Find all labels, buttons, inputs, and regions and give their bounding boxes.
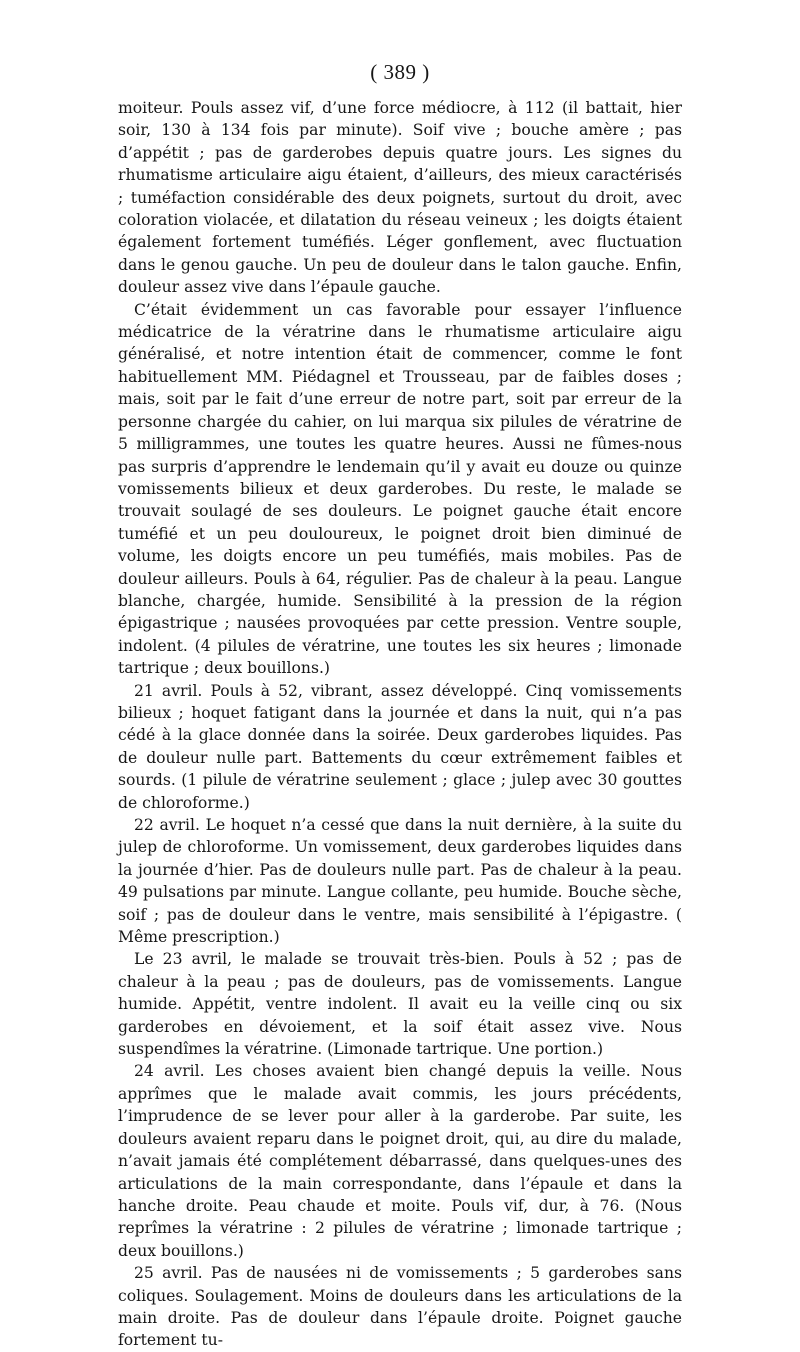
paragraph-24-avril: 24 avril. Les choses avaient bien changé depuis la veille. Nous apprîmes que le malade avait commis, les jours précédents, l’imprudence de se lever pour aller à la garderobe. Par suite, les douleurs avaient reparu dans le poignet droit, qui, au dire du malade, n’avait jamais été complétement débarrassé, dans quelques-unes des articulations de la main correspondante, dans l’épaule et dans la hanche droite. Peau chaude et moite. Pouls vif, dur, à 76. (Nous reprîmes la vératrine : 2 pilules de vératrine ; limonade tartrique ; deux bouillons.) xyxy=(118,1062,682,1260)
page-number: ( 389 ) xyxy=(370,60,430,84)
paragraph-veratrine-case: C’était évidemment un cas favorable pour essayer l’influence médicatrice de la vératrine dans le rhumatisme articulaire aigu généralisé, et notre intention était de commencer, comme le font habituellement MM. Piédagnel et Trousseau, par de faibles doses ; mais, soit par le fait d’une erreur de notre part, soit par erreur de la personne chargée du cahier, on lui marqua six pilules de vératrine de 5 milligrammes, une toutes les quatre heures. Aussi ne fûmes-nous pas surpris d’apprendre le lendemain qu’il y avait eu douze ou quinze vomissements bilieux et deux garderobes. Du reste, le malade se trouvait soulagé de ses douleurs. Le poignet gauche était encore tuméfié et un peu douloureux, le poignet droit bien diminué de volume, les doigts encore un peu tuméfiés, mais mobiles. Pas de douleur ailleurs. Pouls à 64, régulier. Pas de chaleur à la peau. Langue blanche, chargée, humide. Sensibilité à la pression de la région épigastrique ; nausées provoquées par cette pression. Ventre souple, indolent. (4 pilules de vératrine, une toutes les six heures ; limonade tartrique ; deux bouillons.) xyxy=(118,300,682,678)
paragraph-25-avril: 25 avril. Pas de nausées ni de vomissements ; 5 garderobes sans coliques. Soulagement. Moins de douleurs dans les articulations de la main droite. Pas de douleur dans l’épaule droite. Poignet gauche fortement tu- xyxy=(118,1264,682,1350)
paragraph-23-avril: Le 23 avril, le malade se trouvait très-bien. Pouls à 52 ; pas de chaleur à la peau ; pas de douleurs, pas de vomissements. Langue humide. Appétit, ventre indolent. Il avait eu la veille cinq ou six garderobes en dévoiement, et la soif était assez vive. Nous suspendîmes la vératrine. (Limonade tartrique. Une portion.) xyxy=(118,950,682,1059)
paragraph-continuation: moiteur. Pouls assez vif, d’une force médiocre, à 112 (il battait, hier soir, 130 à 134 fois par minute). Soif vive ; bouche amère ; pas d’appétit ; pas de garderobes depuis quatre jours. Les signes du rhumatisme articulaire aigu étaient, d’ailleurs, des mieux caractérisés ; tuméfaction considérable des deux poignets, surtout du droit, avec coloration violacée, et dilatation du réseau veineux ; les doigts étaient également fortement tuméfiés. Léger gonflement, avec fluctuation dans le genou gauche. Un peu de douleur dans le talon gauche. Enfin, douleur assez vive dans l’épaule gauche. xyxy=(118,99,682,297)
body-text xyxy=(118,97,682,1352)
paragraph-21-avril: 21 avril. Pouls à 52, vibrant, assez développé. Cinq vomissements bilieux ; hoquet fatigant dans la journée et dans la nuit, qui n’a pas cédé à la glace donnée dans la soirée. Deux garderobes liquides. Pas de douleur nulle part. Battements du cœur extrêmement faibles et sourds. (1 pilule de vératrine seulement ; glace ; julep avec 30 gouttes de chloroforme.) xyxy=(118,681,682,812)
paragraph-22-avril: 22 avril. Le hoquet n’a cessé que dans la nuit dernière, à la suite du julep de chloroforme. Un vomissement, deux garderobes liquides dans la journée d’hier. Pas de douleurs nulle part. Pas de chaleur à la peau. 49 pulsations par minute. Langue collante, peu humide. Bouche sèche, soif ; pas de douleur dans le ventre, mais sensibilité à l’épigastre. ( Même prescription.) xyxy=(118,816,682,947)
